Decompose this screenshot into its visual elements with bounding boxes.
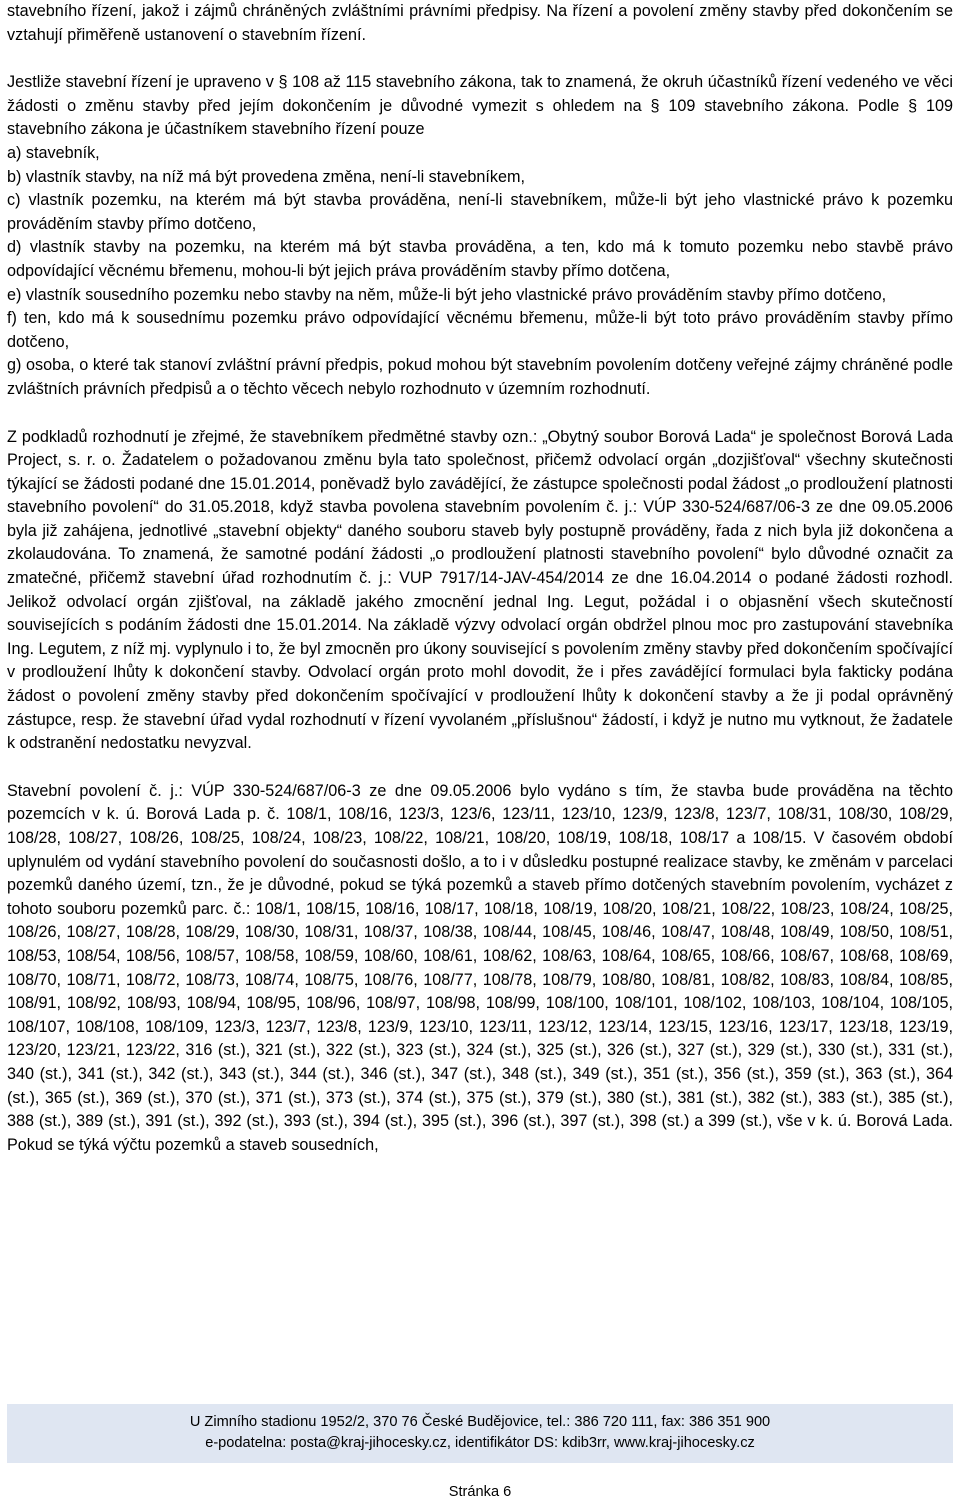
paragraph-decision-basis: Z podkladů rozhodnutí je zřejmé, že stavebníkem předmětné stavby ozn.: „Obytný soubor Borová Lada“ je společnost Borová Lada Project, s. r. o. Žadatelem o požadovanou změnu byla tato společnost, přičemž odvolací orgán „dozjišťoval“ všechny skutečnosti týkající se žádosti podané dne 15.01.2014, poněvadž bylo zavádějící, že zástupce společnosti podal žádost „o prodloužení platnosti stavebního povolení“ do 31.05.2018, když stavba povolena stavebním povolením č. j.: VÚP 330-524/687/06-3 ze dne 09.05.2006 byla již zahájena, jednotlivé „stavební objekty“ daného souboru staveb byly postupně prováděny, řada z nich byla již dokončena a zkolaudována. To znamená, že samotné podání žádosti „o prodloužení platnosti stavebního povolení“ bylo důvodné označit za zmatečné, přičemž stavební úřad rozhodnutím č. j.: VUP 7917/14-JAV-454/2014 ze dne 16.04.2014 o podané žádosti rozhodl. Jelikož odvolací orgán zjišťoval, na základě jakého zmocnění jednal Ing. Legut, požádal i o objasnění všech skutečností souvisejících s podáním žádosti dne 15.01.2014. Na základě výzvy odvolací orgán obdržel plnou moc pro zastupování stavebníka Ing. Legutem, z níž mj. vyplynulo i to, že byl zmocněn pro úkony související s povolením změny stavby před dokončením spočívající v prodloužení lhůty k dokončení stavby. Odvolací orgán proto mohl dovodit, že i přes zavádějící formulaci byla fakticky podána žádost o povolení změny stavby před dokončením spočívající v prodloužení lhůty k dokončení stavby a že ji podal oprávněný zástupce, resp. že stavební úřad vydal rozhodnutí v řízení vyvolaném „příslušnou“ žádostí, i když je nutno mu vytknout, že žadatele k odstranění nedostatku nevyzval. xyxy=(7,427,953,753)
list-item-b: b) vlastník stavby, na níž má být provedena změna, není-li stavebníkem, xyxy=(7,167,525,186)
list-item-f: f) ten, kdo má k sousednímu pozemku právo odpovídající věcnému břemenu, může-li být toto právo prováděním stavby přímo dotčeno, xyxy=(7,309,953,351)
paragraph-participants-intro: Jestliže stavební řízení je upraveno v § 108 až 115 stavebního zákona, tak to znamená, že okruh účastníků řízení vedeného ve věci žádosti o změnu stavby před jejím dokončením je důvodné vymezit s ohledem na § 109 stavebního zákona. Podle § 109 stavebního zákona je účastníkem stavebního řízení pouze xyxy=(7,73,953,139)
document-body xyxy=(7,0,953,1157)
footer-address: U Zimního stadionu 1952/2, 370 76 České Budějovice, tel.: 386 720 111, fax: 386 351 900 xyxy=(189,1414,771,1430)
list-item-e: e) vlastník sousedního pozemku nebo stavby na něm, může-li být jeho vlastnické právo prováděním stavby přímo dotčeno, xyxy=(7,285,887,304)
list-item-c: c) vlastník pozemku, na kterém má být stavba prováděna, není-li stavebníkem, může-li být jeho vlastnické právo k pozemku prováděním stavby přímo dotčeno, xyxy=(7,191,953,233)
list-item-a: a) stavebník, xyxy=(7,143,100,162)
list-item-d: d) vlastník stavby na pozemku, na kterém má být stavba prováděna, a ten, kdo má k tomuto pozemku nebo stavbě právo odpovídající věcnému břemenu, mohou-li být jejich práva prováděním stavby přímo dotčena, xyxy=(7,238,953,280)
paragraph-intro: stavebního řízení, jakož i zájmů chráněných zvláštními právními předpisy. Na řízení a povolení změny stavby před dokončením se vztahují přiměřeně ustanovení o stavebním řízení. xyxy=(7,2,953,44)
footer-contact-bar xyxy=(7,1404,953,1463)
paragraph-building-permit: Stavební povolení č. j.: VÚP 330-524/687/06-3 ze dne 09.05.2006 bylo vydáno s tím, že stavba bude prováděna na těchto pozemcích v k. ú. Borová Lada p. č. 108/1, 108/16, 123/3, 123/6, 123/11, 123/10, 123/9, 123/8, 123/7, 108/31, 108/30, 108/29, 108/28, 108/27, 108/26, 108/25, 108/24, 108/23, 108/22, 108/21, 108/20, 108/19, 108/18, 108/17 a 108/15. V časovém období uplynulém od vydání stavebního povolení do současnosti došlo, a to i v důsledku postupné realizace stavby, ke změnám v parcelaci pozemků daného území, tzn., že je důvodné, pokud se týká pozemků a staveb přímo dotčených stavebním povolením, vycházet z tohoto souboru pozemků parc. č.: 108/1, 108/15, 108/16, 108/17, 108/18, 108/19, 108/20, 108/21, 108/22, 108/23, 108/24, 108/25, 108/26, 108/27, 108/28, 108/29, 108/30, 108/31, 108/37, 108/38, 108/44, 108/45, 108/46, 108/47, 108/48, 108/49, 108/50, 108/51, 108/53, 108/54, 108/56, 108/57, 108/58, 108/59, 108/60, 108/61, 108/62, 108/63, 108/64, 108/65, 108/66, 108/67, 108/68, 108/69, 108/70, 108/71, 108/72, 108/73, 108/74, 108/75, 108/76, 108/77, 108/78, 108/79, 108/80, 108/81, 108/82, 108/83, 108/84, 108/85, 108/91, 108/92, 108/93, 108/94, 108/95, 108/96, 108/97, 108/98, 108/99, 108/100, 108/101, 108/102, 108/103, 108/104, 108/105, 108/107, 108/108, 108/109, 123/3, 123/7, 123/8, 123/9, 123/10, 123/11, 123/12, 123/14, 123/15, 123/16, 123/17, 123/18, 123/19, 123/20, 123/21, 123/22, 316 (st.), 321 (st.), 322 (st.), 323 (st.), 324 (st.), 325 (st.), 326 (st.), 327 (st.), 329 (st.), 330 (st.), 331 (st.), 340 (st.), 341 (st.), 342 (st.), 343 (st.), 344 (st.), 346 (st.), 347 (st.), 348 (st.), 349 (st.), 351 (st.), 356 (st.), 359 (st.), 363 (st.), 364 (st.), 365 (st.), 369 (st.), 370 (st.), 371 (st.), 373 (st.), 374 (st.), 375 (st.), 379 (st.), 380 (st.), 381 (st.), 382 (st.), 383 (st.), 385 (st.), 388 (st.), 389 (st.), 391 (st.), 392 (st.), 393 (st.), 394 (st.), 395 (st.), 396 (st.), 397 (st.), 398 (st.) a 399 (st.), vše v k. ú. Borová Lada. Pokud se týká výčtu pozemků a staveb sousedních, xyxy=(7,781,953,1154)
list-item-g: g) osoba, o které tak stanoví zvláštní právní předpis, pokud mohou být stavebním povolením dotčeny veřejné zájmy chráněné podle zvláštních právních předpisů a o těchto věcech nebylo rozhodnuto v územním rozhodnutí. xyxy=(7,356,953,398)
footer-contact: e-podatelna: posta@kraj-jihocesky.cz, identifikátor DS: kdib3rr, www.kraj-jihocesky.cz xyxy=(205,1435,755,1451)
page-number: Stránka 6 xyxy=(448,1484,512,1500)
